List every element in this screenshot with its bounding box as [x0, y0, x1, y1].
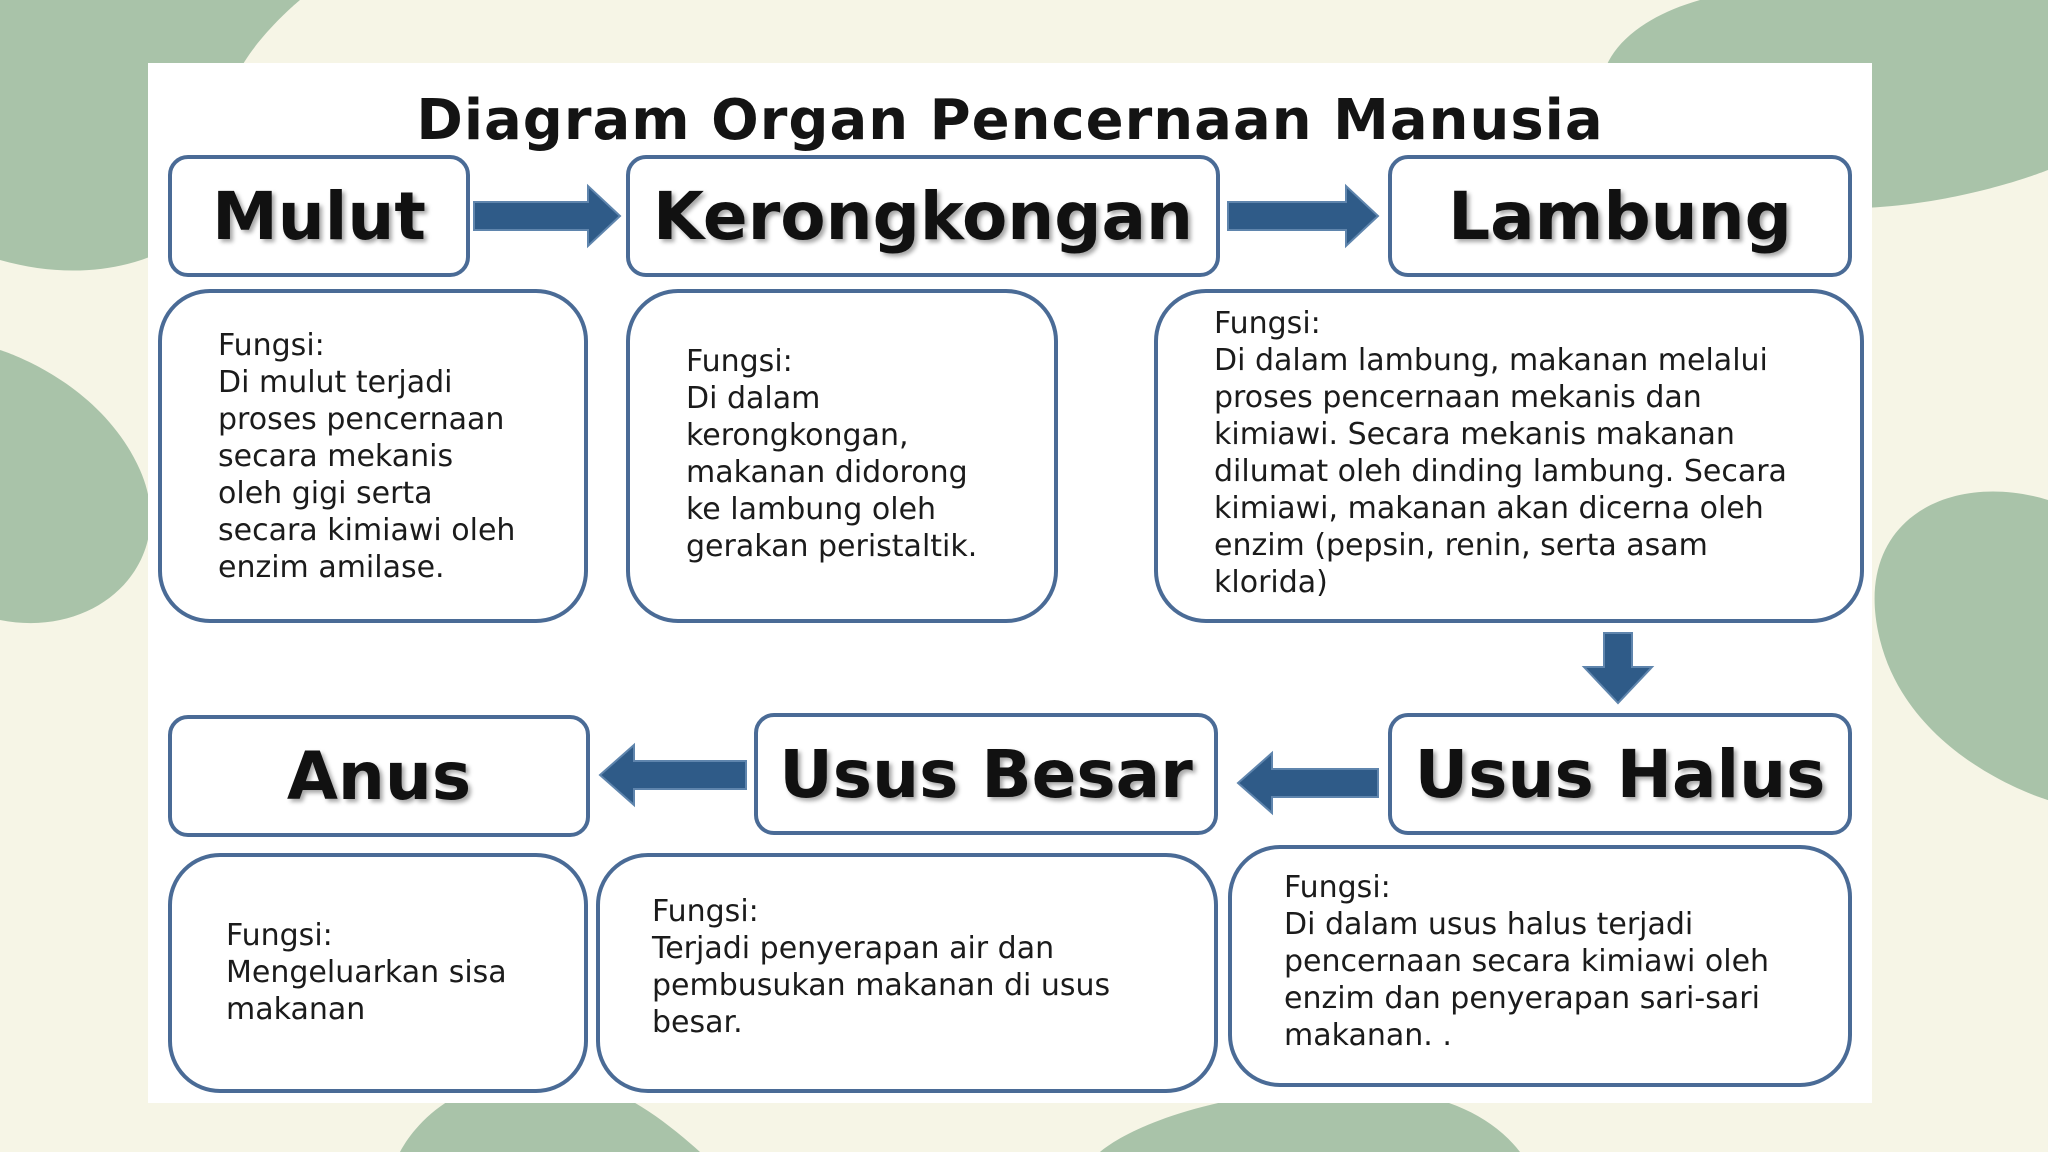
function-box-kerongkongan	[626, 289, 1058, 623]
function-text-anus: Fungsi: Mengeluarkan sisa makanan	[226, 918, 507, 1027]
function-text-usus-halus: Fungsi: Di dalam usus halus terjadi pencernaan secara kimiawi oleh enzim dan penyerapan sari-sari makanan. .	[1284, 870, 1770, 1053]
organ-box-usus-besar: Usus Besar	[754, 713, 1218, 835]
arrow-kerongkongan-to-lambung	[1228, 186, 1378, 246]
function-box-mulut	[158, 289, 588, 623]
organ-box-usus-halus: Usus Halus	[1388, 713, 1852, 835]
organ-box-kerongkongan: Kerongkongan	[626, 155, 1220, 277]
arrow-usus-besar-to-anus	[600, 745, 746, 805]
function-box-usus-besar	[596, 853, 1218, 1093]
function-box-lambung	[1154, 289, 1864, 623]
function-text-mulut: Fungsi: Di mulut terjadi proses pencernaan secara mekanis oleh gigi serta secara kimiawi oleh enzim amilase.	[218, 328, 516, 585]
arrow-usus-halus-to-usus-besar	[1238, 753, 1378, 813]
organ-box-anus: Anus	[168, 715, 590, 837]
organ-box-lambung: Lambung	[1388, 155, 1852, 277]
arrow-lambung-to-usus-halus	[1584, 633, 1652, 703]
function-text-usus-besar: Fungsi: Terjadi penyerapan air dan pembusukan makanan di usus besar.	[652, 894, 1111, 1040]
function-text-kerongkongan: Fungsi: Di dalam kerongkongan, makanan didorong ke lambung oleh gerakan peristaltik.	[686, 344, 978, 564]
organ-box-mulut: Mulut	[168, 155, 470, 277]
diagram-panel	[148, 63, 1872, 1103]
function-box-usus-halus	[1228, 845, 1852, 1087]
function-box-anus	[168, 853, 588, 1093]
diagram-title: Diagram Organ Pencernaan Manusia	[416, 87, 1604, 153]
function-text-lambung: Fungsi: Di dalam lambung, makanan melalui proses pencernaan mekanis dan kimiawi. Secara mekanis makanan dilumat oleh dinding lambung. Secara kimiawi, makanan akan dicerna oleh enzim (pepsin, renin, serta asam klorida)	[1214, 306, 1787, 600]
arrow-mulut-to-kerongkongan	[474, 186, 620, 246]
